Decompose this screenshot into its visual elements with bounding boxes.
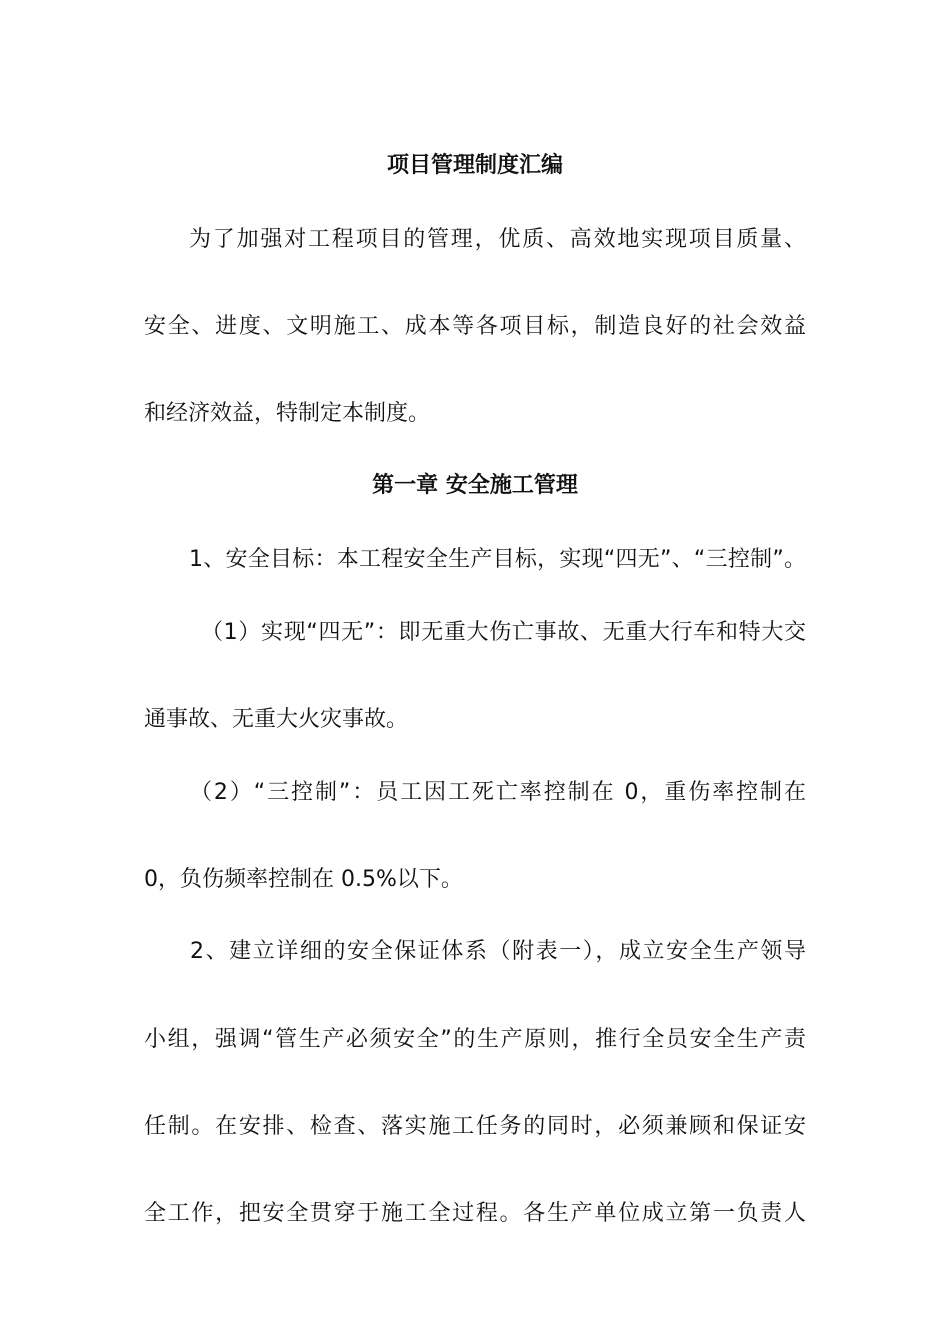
body-line-6: 2、建立详细的安全保证体系（附表一），成立安全生产领导 bbox=[190, 939, 806, 964]
body-line-5: 0，负伤频率控制在 0.5%以下。 bbox=[144, 867, 463, 892]
intro-paragraph-line-3: 和经济效益，特制定本制度。 bbox=[144, 401, 431, 426]
body-line-4: （2）“三控制”：员工因工死亡率控制在 0，重伤率控制在 bbox=[190, 780, 806, 805]
document-title: 项目管理制度汇编 bbox=[386, 153, 563, 178]
body-line-8: 任制。在安排、检查、落实施工任务的同时，必须兼顾和保证安 bbox=[144, 1114, 806, 1139]
body-line-7: 小组，强调“管生产必须安全”的生产原则，推行全员安全生产责 bbox=[144, 1027, 806, 1052]
chapter-title: 第一章 安全施工管理 bbox=[372, 473, 578, 498]
body-line-9: 全工作，把安全贯穿于施工全过程。各生产单位成立第一负责人 bbox=[144, 1201, 806, 1226]
intro-paragraph-line-1: 为了加强对工程项目的管理，优质、高效地实现项目质量、 bbox=[189, 227, 806, 252]
intro-paragraph-line-2: 安全、进度、文明施工、成本等各项目标，制造良好的社会效益 bbox=[144, 314, 806, 339]
body-line-2: （1）实现“四无”：即无重大伤亡事故、无重大行车和特大交 bbox=[201, 620, 806, 645]
body-line-1: 1、安全目标：本工程安全生产目标，实现“四无”、“三控制”。 bbox=[189, 547, 806, 572]
body-line-3: 通事故、无重大火灾事故。 bbox=[144, 707, 409, 732]
